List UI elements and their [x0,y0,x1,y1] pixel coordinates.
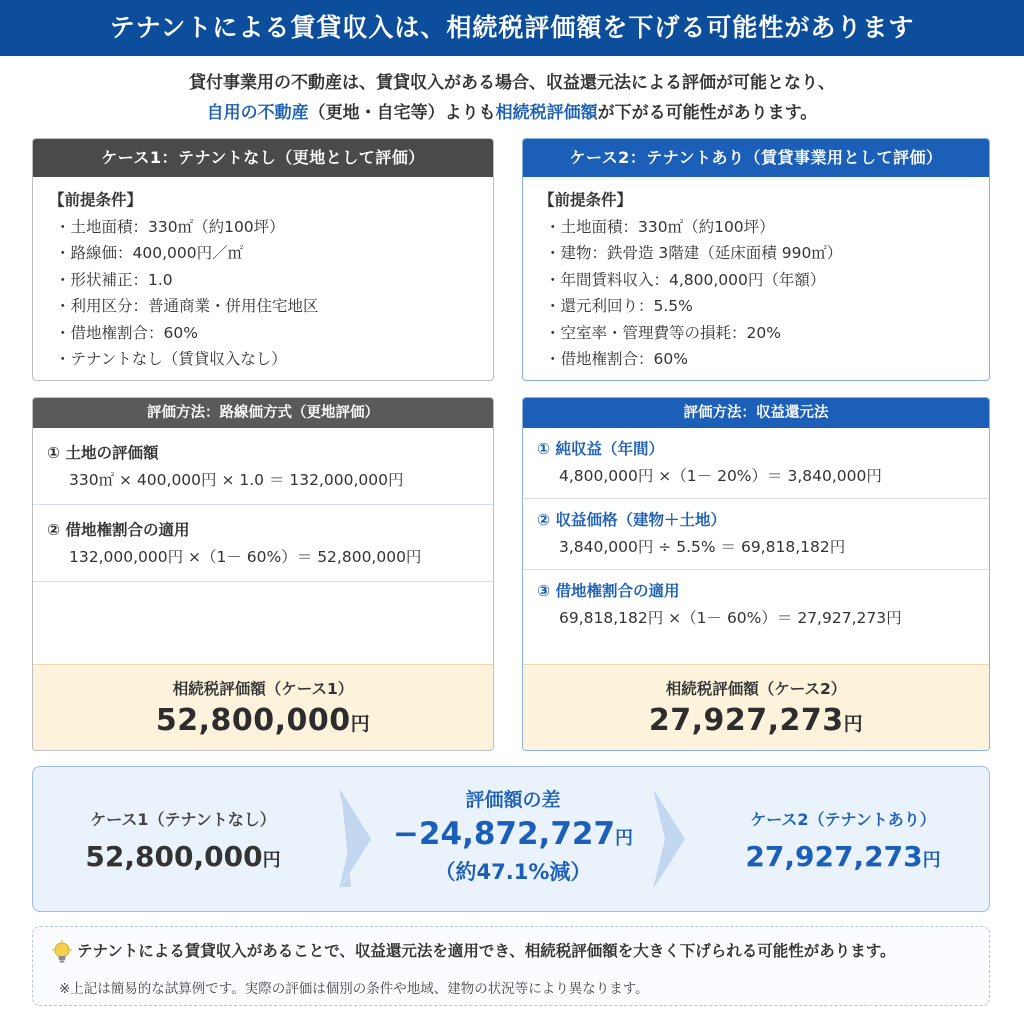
case1-conditions [33,177,493,373]
note-disclaimer: ※上記は簡易的な試算例です。実際の評価は個別の条件や地域、建物の状況等により異なります。 [59,981,649,997]
intro-line-1: 貸付事業用の不動産は、賃貸収入がある場合、収益還元法による評価が可能となり、 [189,73,835,93]
comparison-difference-label: 評価額の差 [465,789,561,811]
case1-step-formula: 132,000,000円 ×（1－ 60%）＝ 52,800,000円 [69,548,422,566]
case1-condition-item: ・形状補正：1.0 [55,270,173,289]
case1-method-header: 評価方法：路線価方式（更地評価） [33,398,493,428]
case2-result-label: 相続税評価額（ケース2） [665,680,847,698]
case1-conditions-title: 【前提条件】 [49,191,143,209]
case2-step-formula: 69,818,182円 ×（1－ 60%）＝ 27,927,273円 [559,609,902,627]
intro-text [0,68,1024,128]
case1-result-label: 相続税評価額（ケース1） [172,680,354,698]
case2-step-title: ② 収益価格（建物＋土地） [537,511,727,529]
case2-conditions-card [522,138,990,381]
case2-conditions [523,177,989,373]
comparison-case1-label: ケース1（テナントなし） [90,810,276,829]
case2-condition-item: ・建物：鉄骨造 3階建（延床面積 990㎡） [545,244,843,262]
comparison-case2-value [713,840,973,873]
case1-condition-item: ・路線価：400,000円／㎡ [55,244,244,262]
case1-condition-item: ・テナントなし（賃貸収入なし） [55,350,287,368]
comparison-difference-value [373,816,653,852]
comparison-case2 [713,807,973,873]
comparison-difference-percent: （約47.1%減） [434,860,592,884]
case2-result-unit: 円 [843,713,864,735]
comparison-case2-number: 27,927,273 [745,840,923,873]
case1-step [33,505,493,582]
comparison-difference [373,785,653,886]
comparison-difference-number: −24,872,727 [392,816,616,852]
case2-result [523,664,989,750]
case1-condition-item: ・利用区分：普通商業・併用住宅地区 [55,297,319,315]
case2-condition-item: ・年間賃料収入：4,800,000円（年額） [545,270,826,289]
case2-result-value [523,703,989,738]
case2-condition-item: ・借地権割合：60% [545,350,688,368]
case1-result-value [33,703,493,738]
case2-step-title: ① 純収益（年間） [537,440,665,458]
case1-result-unit: 円 [350,713,371,735]
comparison-difference-unit: 円 [615,828,634,849]
intro-end-text: が下がる可能性があります。 [597,103,818,123]
case2-conditions-title: 【前提条件】 [539,191,633,209]
lightbulb-icon [51,940,73,964]
comparison-case1-unit: 円 [262,850,281,871]
note-main [51,939,896,964]
intro-highlight-own-property: 自用の不動産 [206,103,309,123]
case1-method-card [32,397,494,751]
chevron-right-icon [653,789,687,889]
note-main-text: テナントによる賃貸収入があることで、収益還元法を適用でき、相続税評価額を大きく下げられる可能性があります。 [77,942,896,960]
chevron-right-icon [339,789,373,889]
case1-step-title: ② 借地権割合の適用 [47,521,190,539]
intro-middle-text: （更地・自宅等）よりも [308,103,496,123]
case2-step-formula: 4,800,000円 ×（1－ 20%）＝ 3,840,000円 [559,467,882,485]
case2-condition-item: ・土地面積：330㎡（約100坪） [545,217,775,236]
case1-step-title: ① 土地の評価額 [47,444,159,462]
case1-header: ケース1：テナントなし（更地として評価） [33,139,493,177]
case1-result-number: 52,800,000 [155,703,351,738]
case1-result [33,664,493,750]
comparison-case1-number: 52,800,000 [85,840,263,873]
case2-method-header: 評価方法：収益還元法 [523,398,989,428]
case2-method-card [522,397,990,751]
case2-condition-item: ・空室率・管理費等の損耗：20% [545,323,781,342]
comparison-case1 [63,807,303,873]
case1-condition-item: ・土地面積：330㎡（約100坪） [55,217,285,236]
case2-result-number: 27,927,273 [648,703,844,738]
comparison-panel [32,766,990,912]
intro-line-2 [0,98,1024,128]
comparison-case2-unit: 円 [922,850,941,871]
case2-step [523,570,989,640]
note-box [32,926,990,1006]
case2-step-formula: 3,840,000円 ÷ 5.5% ＝ 69,818,182円 [559,538,846,556]
case2-step-title: ③ 借地権割合の適用 [537,582,680,600]
case2-header: ケース2：テナントあり（賃貸事業用として評価） [523,139,989,177]
page-title-banner: テナントによる賃貸収入は、相続税評価額を下げる可能性があります [0,0,1024,56]
case2-condition-item: ・還元利回り：5.5% [545,297,693,315]
case1-conditions-card [32,138,494,381]
case2-step [523,428,989,499]
case1-step-formula: 330㎡ × 400,000円 × 1.0 ＝ 132,000,000円 [69,471,404,489]
case1-condition-item: ・借地権割合：60% [55,323,198,342]
case2-step [523,499,989,570]
intro-highlight-tax-value: 相続税評価額 [495,103,598,123]
case1-step [33,428,493,505]
comparison-case2-label: ケース2（テナントあり） [750,810,936,829]
comparison-case1-value [63,840,303,873]
